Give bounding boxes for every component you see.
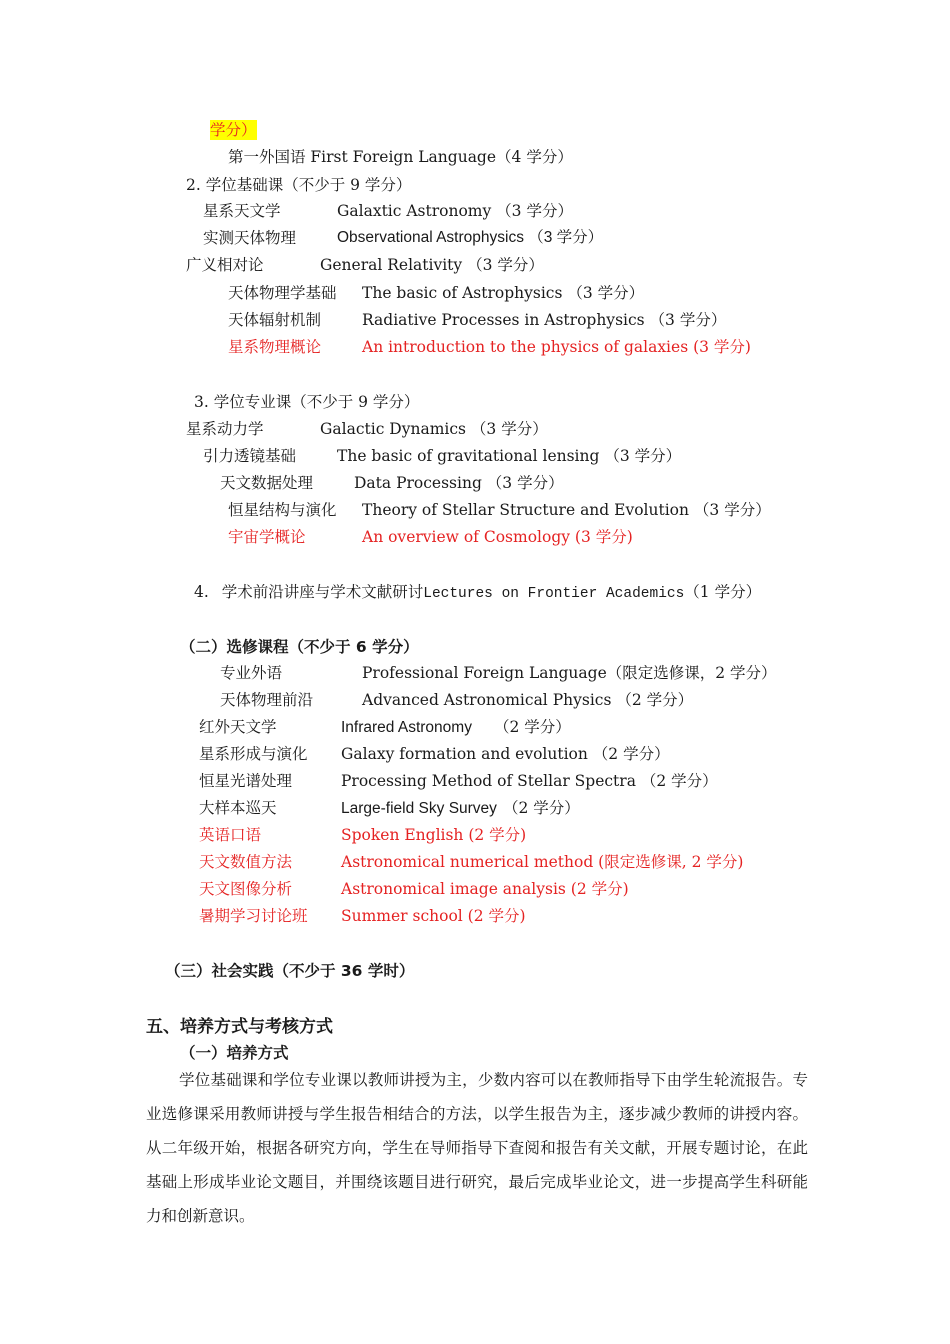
elective-summer-en: Summer school (2 学分) <box>341 907 526 925</box>
elective-pfl-en: Professional Foreign Language（限定选修课，2 学分） <box>362 664 777 682</box>
section-4-cn: 学术前沿讲座与学术文献研讨 <box>221 583 424 601</box>
course-gr-cn: 广义相对论 <box>186 256 264 274</box>
section-5-subtitle: （一）培养方式 <box>180 1044 289 1062</box>
course-observational-en: Observational Astrophysics （3 学分） <box>337 229 604 246</box>
course-cosmology-cn: 宇宙学概论 <box>228 528 306 546</box>
elective-summer-cn: 暑期学习讨论班 <box>199 907 308 925</box>
course-radiative-en: Radiative Processes in Astrophysics （3 学分） <box>362 311 727 329</box>
elective-advanced-en: Advanced Astronomical Physics （2 学分） <box>362 691 694 709</box>
course-radiative-cn: 天体辐射机制 <box>228 311 322 329</box>
course-observational-cn: 实测天体物理 <box>203 229 297 247</box>
elective-infrared-credit: （2 学分） <box>493 718 571 736</box>
section-2-title: 2. 学位基础课（不少于 9 学分） <box>186 176 412 194</box>
section-5-title: 五、培养方式与考核方式 <box>146 1017 333 1037</box>
course-data-en: Data Processing （3 学分） <box>354 474 564 492</box>
elective-title: （二）选修课程（不少于 6 学分） <box>180 638 419 656</box>
course-stellar-en: Theory of Stellar Structure and Evolution （3 学分） <box>362 501 771 519</box>
course-galaxies-en: An introduction to the physics of galaxies (3 学分) <box>362 338 751 356</box>
credit-tail-text: 学分） <box>210 121 257 139</box>
elective-infrared-en: Infrared Astronomy <box>341 719 472 736</box>
elective-advanced-cn: 天体物理前沿 <box>220 691 314 709</box>
social-practice-title: （三）社会实践（不少于 36 学时） <box>165 962 415 980</box>
elective-survey-cn: 大样本巡天 <box>199 799 277 817</box>
training-paragraph: 学位基础课和学位专业课以教师讲授为主，少数内容可以在教师指导下由学生轮流报告。专业选修课采用教师讲授与学生报告相结合的方法，以学生报告为主，逐步减少教师的讲授内容。从二年级开始，根据各研究方向，学生在导师指导下查阅和报告有关文献，开展专题讨论，在此基础上形成毕业论文题目，并围绕该题目进行研究，最后完成毕业论文，进一步提高学生科研能力和创新意识。 <box>146 1071 808 1225</box>
elective-infrared-cn: 红外天文学 <box>199 718 277 736</box>
elective-numerical-cn: 天文数值方法 <box>199 853 293 871</box>
section-4-line <box>194 582 761 604</box>
section-4-number: 4. <box>194 583 209 601</box>
course-lensing-cn: 引力透镜基础 <box>203 447 297 465</box>
elective-survey-en-line <box>341 798 580 819</box>
elective-image-en: Astronomical image analysis (2 学分) <box>341 880 629 898</box>
course-stellar-cn: 恒星结构与演化 <box>228 501 337 519</box>
course-data-cn: 天文数据处理 <box>220 474 314 492</box>
elective-gfe-cn: 星系形成与演化 <box>199 745 308 763</box>
elective-image-cn: 天文图像分析 <box>199 880 293 898</box>
course-gr-en: General Relativity （3 学分） <box>320 256 544 274</box>
elective-pfl-cn: 专业外语 <box>220 664 283 682</box>
course-dynamics-cn: 星系动力学 <box>186 420 264 438</box>
first-foreign-language-line: 第一外国语 First Foreign Language（4 学分） <box>228 148 573 166</box>
course-galaxies-cn: 星系物理概论 <box>228 338 322 356</box>
elective-spectra-cn: 恒星光谱处理 <box>199 772 293 790</box>
section-4-en: Lectures on Frontier Academics <box>423 586 685 602</box>
course-galaxtic-en: Galaxtic Astronomy （3 学分） <box>337 202 573 220</box>
course-lensing-en: The basic of gravitational lensing （3 学分） <box>337 447 682 465</box>
course-dynamics-en: Galactic Dynamics （3 学分） <box>320 420 548 438</box>
elective-spectra-en: Processing Method of Stellar Spectra （2 学分） <box>341 772 718 790</box>
course-cosmology-en: An overview of Cosmology (3 学分) <box>362 528 633 546</box>
elective-gfe-en: Galaxy formation and evolution （2 学分） <box>341 745 670 763</box>
elective-numerical-en: Astronomical numerical method (限定选修课, 2 学分) <box>341 853 744 871</box>
elective-spoken-cn: 英语口语 <box>199 826 262 844</box>
course-basic-astro-en: The basic of Astrophysics （3 学分） <box>362 284 645 302</box>
elective-survey-en: Large-field Sky Survey <box>341 800 497 817</box>
section-3-title: 3. 学位专业课（不少于 9 学分） <box>194 393 420 411</box>
elective-spoken-en: Spoken English (2 学分) <box>341 826 527 844</box>
course-basic-astro-cn: 天体物理学基础 <box>228 284 337 302</box>
elective-infrared-en-line <box>341 717 571 738</box>
course-galaxtic-cn: 星系天文学 <box>203 202 281 220</box>
elective-survey-credit: （2 学分） <box>502 799 580 817</box>
section-4-credit: （1 学分） <box>684 583 762 601</box>
